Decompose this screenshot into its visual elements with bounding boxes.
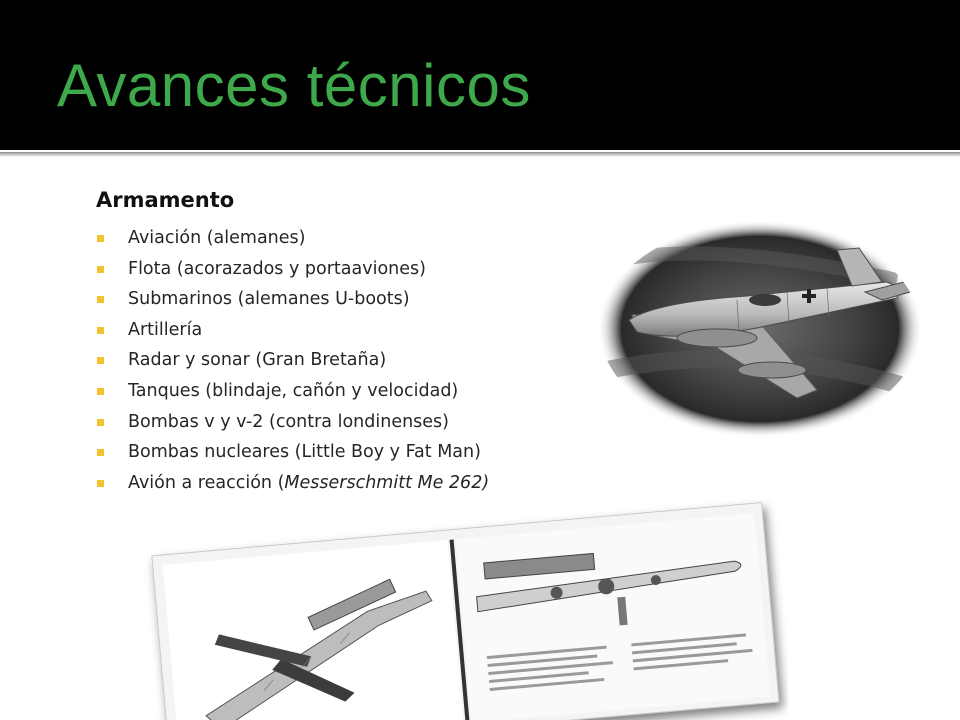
- bullet-marker-icon: [97, 327, 104, 334]
- bullet-marker-icon: [97, 419, 104, 426]
- bullet-list: [96, 223, 489, 498]
- bullet-item: [96, 376, 489, 407]
- bullet-item: [96, 315, 489, 346]
- bullet-text: Bombas v y v-2 (contra londinenses): [128, 411, 450, 432]
- bullet-item: [96, 345, 489, 376]
- bullet-item: [96, 437, 489, 468]
- bullet-text: Radar y sonar (Gran Bretaña): [128, 350, 387, 371]
- bullet-text-italic: Messerschmitt Me 262): [284, 472, 490, 493]
- title-divider: [0, 150, 960, 157]
- bullet-marker-icon: [97, 480, 104, 487]
- v1-cutaway-schematic: [138, 493, 788, 720]
- bullet-text: Artillería: [128, 319, 203, 340]
- bullet-marker-icon: [97, 235, 104, 242]
- bullet-text-prefix: Avión a reacción (: [128, 472, 285, 493]
- jet-aircraft-photo: [597, 220, 923, 438]
- bullet-marker-icon: [97, 296, 104, 303]
- bullet-item: [96, 284, 489, 315]
- bullet-marker-icon: [97, 449, 104, 456]
- slide-content: [0, 157, 960, 720]
- bullet-marker-icon: [97, 357, 104, 364]
- bullet-item: [96, 407, 489, 438]
- bullet-text: Bombas nucleares (Little Boy y Fat Man): [128, 442, 481, 463]
- bullet-text: Submarinos (alemanes U-boots): [128, 289, 410, 310]
- title-bar: [0, 0, 960, 150]
- bullet-item: [96, 223, 489, 254]
- bullet-text: Tanques (blindaje, cañón y velocidad): [128, 380, 459, 401]
- bullet-marker-icon: [97, 266, 104, 273]
- bullet-item: [96, 254, 489, 285]
- bullet-marker-icon: [97, 388, 104, 395]
- bullet-text: Aviación (alemanes): [128, 228, 306, 248]
- section-heading: Armamento: [96, 188, 235, 212]
- bullet-text: Flota (acorazados y portaaviones): [128, 258, 426, 279]
- slide-title: Avances técnicos: [57, 52, 531, 119]
